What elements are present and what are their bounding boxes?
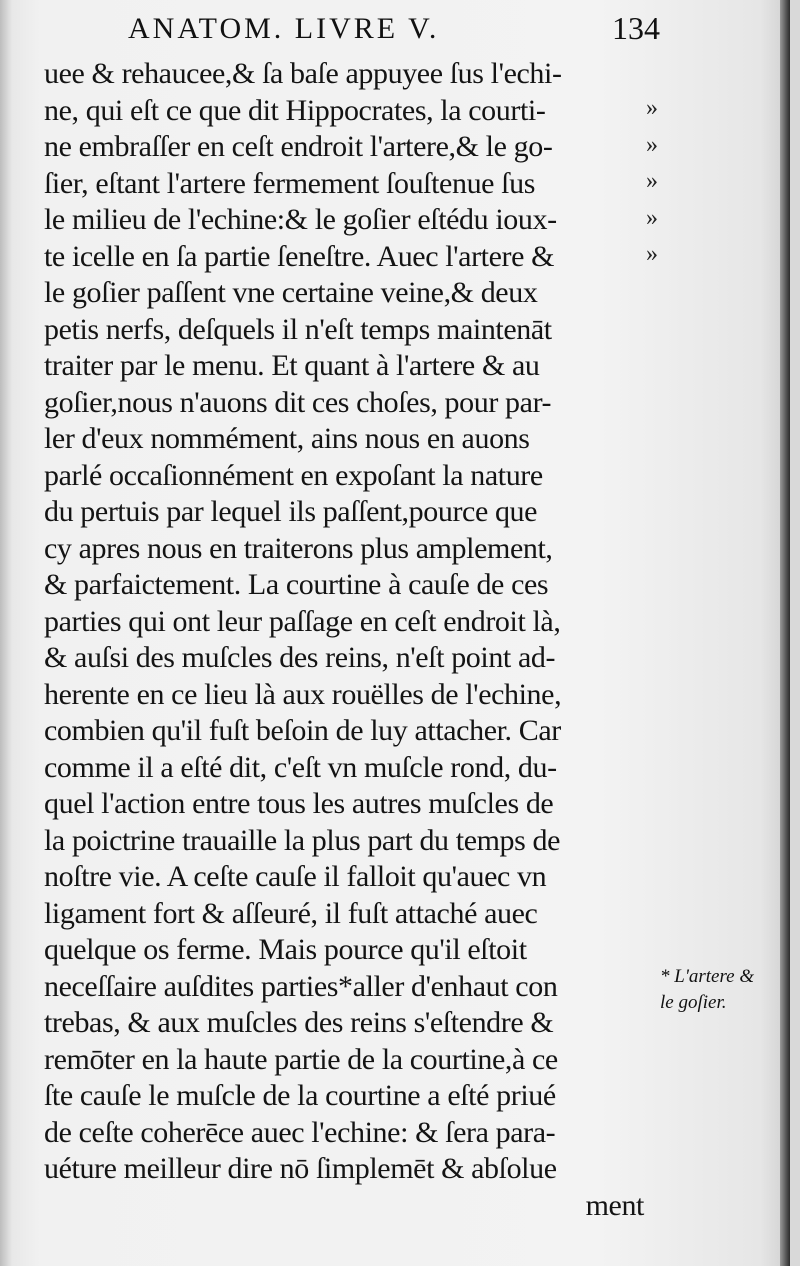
text-line: ment — [585, 1188, 644, 1222]
text-line: de ceſte coherēce auec l'echine: & ſera para- — [44, 1115, 556, 1149]
guillemet-mark: » — [646, 168, 658, 194]
text-line: herente en ce lieu là aux rouëlles de l'echine, — [44, 677, 562, 711]
text-line: combien qu'il fuſt beſoin de luy attacher. Car — [44, 714, 561, 747]
marginal-note — [660, 964, 790, 1016]
text-line: ſte cauſe le muſcle de la courtine a eſté priué — [44, 1079, 556, 1112]
text-line: noſtre vie. A ceſte cauſe il falloit qu'auec vn — [44, 860, 547, 893]
text-line: traiter par le menu. Et quant à l'artere & au — [44, 349, 540, 382]
text-line: ne, qui eſt ce que dit Hippocrates, la courti- — [44, 93, 546, 127]
guillemet-mark: » — [646, 131, 658, 158]
text-line: cy apres nous en traiterons plus amplement, — [44, 531, 553, 565]
text-line: quelque os ferme. Mais pource qu'il eſtoit — [44, 933, 527, 966]
running-title: ANATOM. LIVRE V. — [128, 12, 440, 45]
text-line: le milieu de l'echine:& le goſier eſtédu ioux- — [44, 203, 557, 236]
text-line: uéture meilleur dire nō ſimplemēt & abſolue — [44, 1152, 557, 1185]
guillemet-mark: » — [646, 95, 658, 121]
quotation-marks-column — [646, 90, 676, 273]
guillemet-mark: » — [646, 241, 658, 267]
text-line: quel l'action entre tous les autres muſcles de — [44, 787, 554, 820]
text-line: ligament fort & aſſeuré, il fuſt attaché auec — [44, 896, 538, 930]
text-line: goſier,nous n'auons dit ces choſes, pour par- — [44, 385, 552, 419]
text-line: neceſſaire auſdites parties*aller d'enhaut con — [44, 969, 558, 1003]
text-line: du pertuis par lequel ils paſſent,pource que — [44, 495, 538, 528]
main-text-block — [44, 56, 644, 1224]
text-line: petis nerfs, deſquels il n'eſt temps maintenāt — [44, 312, 552, 346]
page-gutter-shadow — [780, 0, 790, 1266]
text-line: parties qui ont leur paſſage en ceſt endroit là, — [44, 604, 561, 638]
marginal-note-line: * L'artere & — [660, 966, 755, 987]
text-line: parlé occaſionnément en expoſant la nature — [44, 458, 543, 492]
page-number: 134 — [612, 10, 660, 46]
text-line: remōter en la haute partie de la courtine,à ce — [44, 1042, 558, 1076]
text-line: ne embraſſer en ceſt endroit l'artere,& le go- — [44, 130, 553, 163]
page-header — [0, 6, 790, 50]
text-line: comme il a eſté dit, c'eſt vn muſcle rond, du- — [44, 750, 557, 784]
text-line: & parfaictement. La courtine à cauſe de ces — [44, 568, 549, 601]
text-line: ſier, eſtant l'artere fermement ſouſtenue ſus — [44, 166, 535, 200]
text-line: la poictrine trauaille la plus part du temps de — [44, 823, 561, 857]
text-line: trebas, & aux muſcles des reins s'eſtendre & — [44, 1006, 554, 1039]
marginal-note-line: le goſier. — [660, 992, 727, 1013]
text-line: uee & rehaucee,& ſa baſe appuyee ſus l'echi- — [44, 57, 562, 90]
text-line: ler d'eux nommément, ains nous en auons — [44, 422, 530, 455]
text-line: te icelle en ſa partie ſeneſtre. Auec l'artere & — [44, 239, 555, 273]
text-line: le goſier paſſent vne certaine veine,& deux — [44, 276, 538, 309]
guillemet-mark: » — [646, 204, 658, 231]
text-line: & auſsi des muſcles des reins, n'eſt point ad- — [44, 641, 556, 674]
